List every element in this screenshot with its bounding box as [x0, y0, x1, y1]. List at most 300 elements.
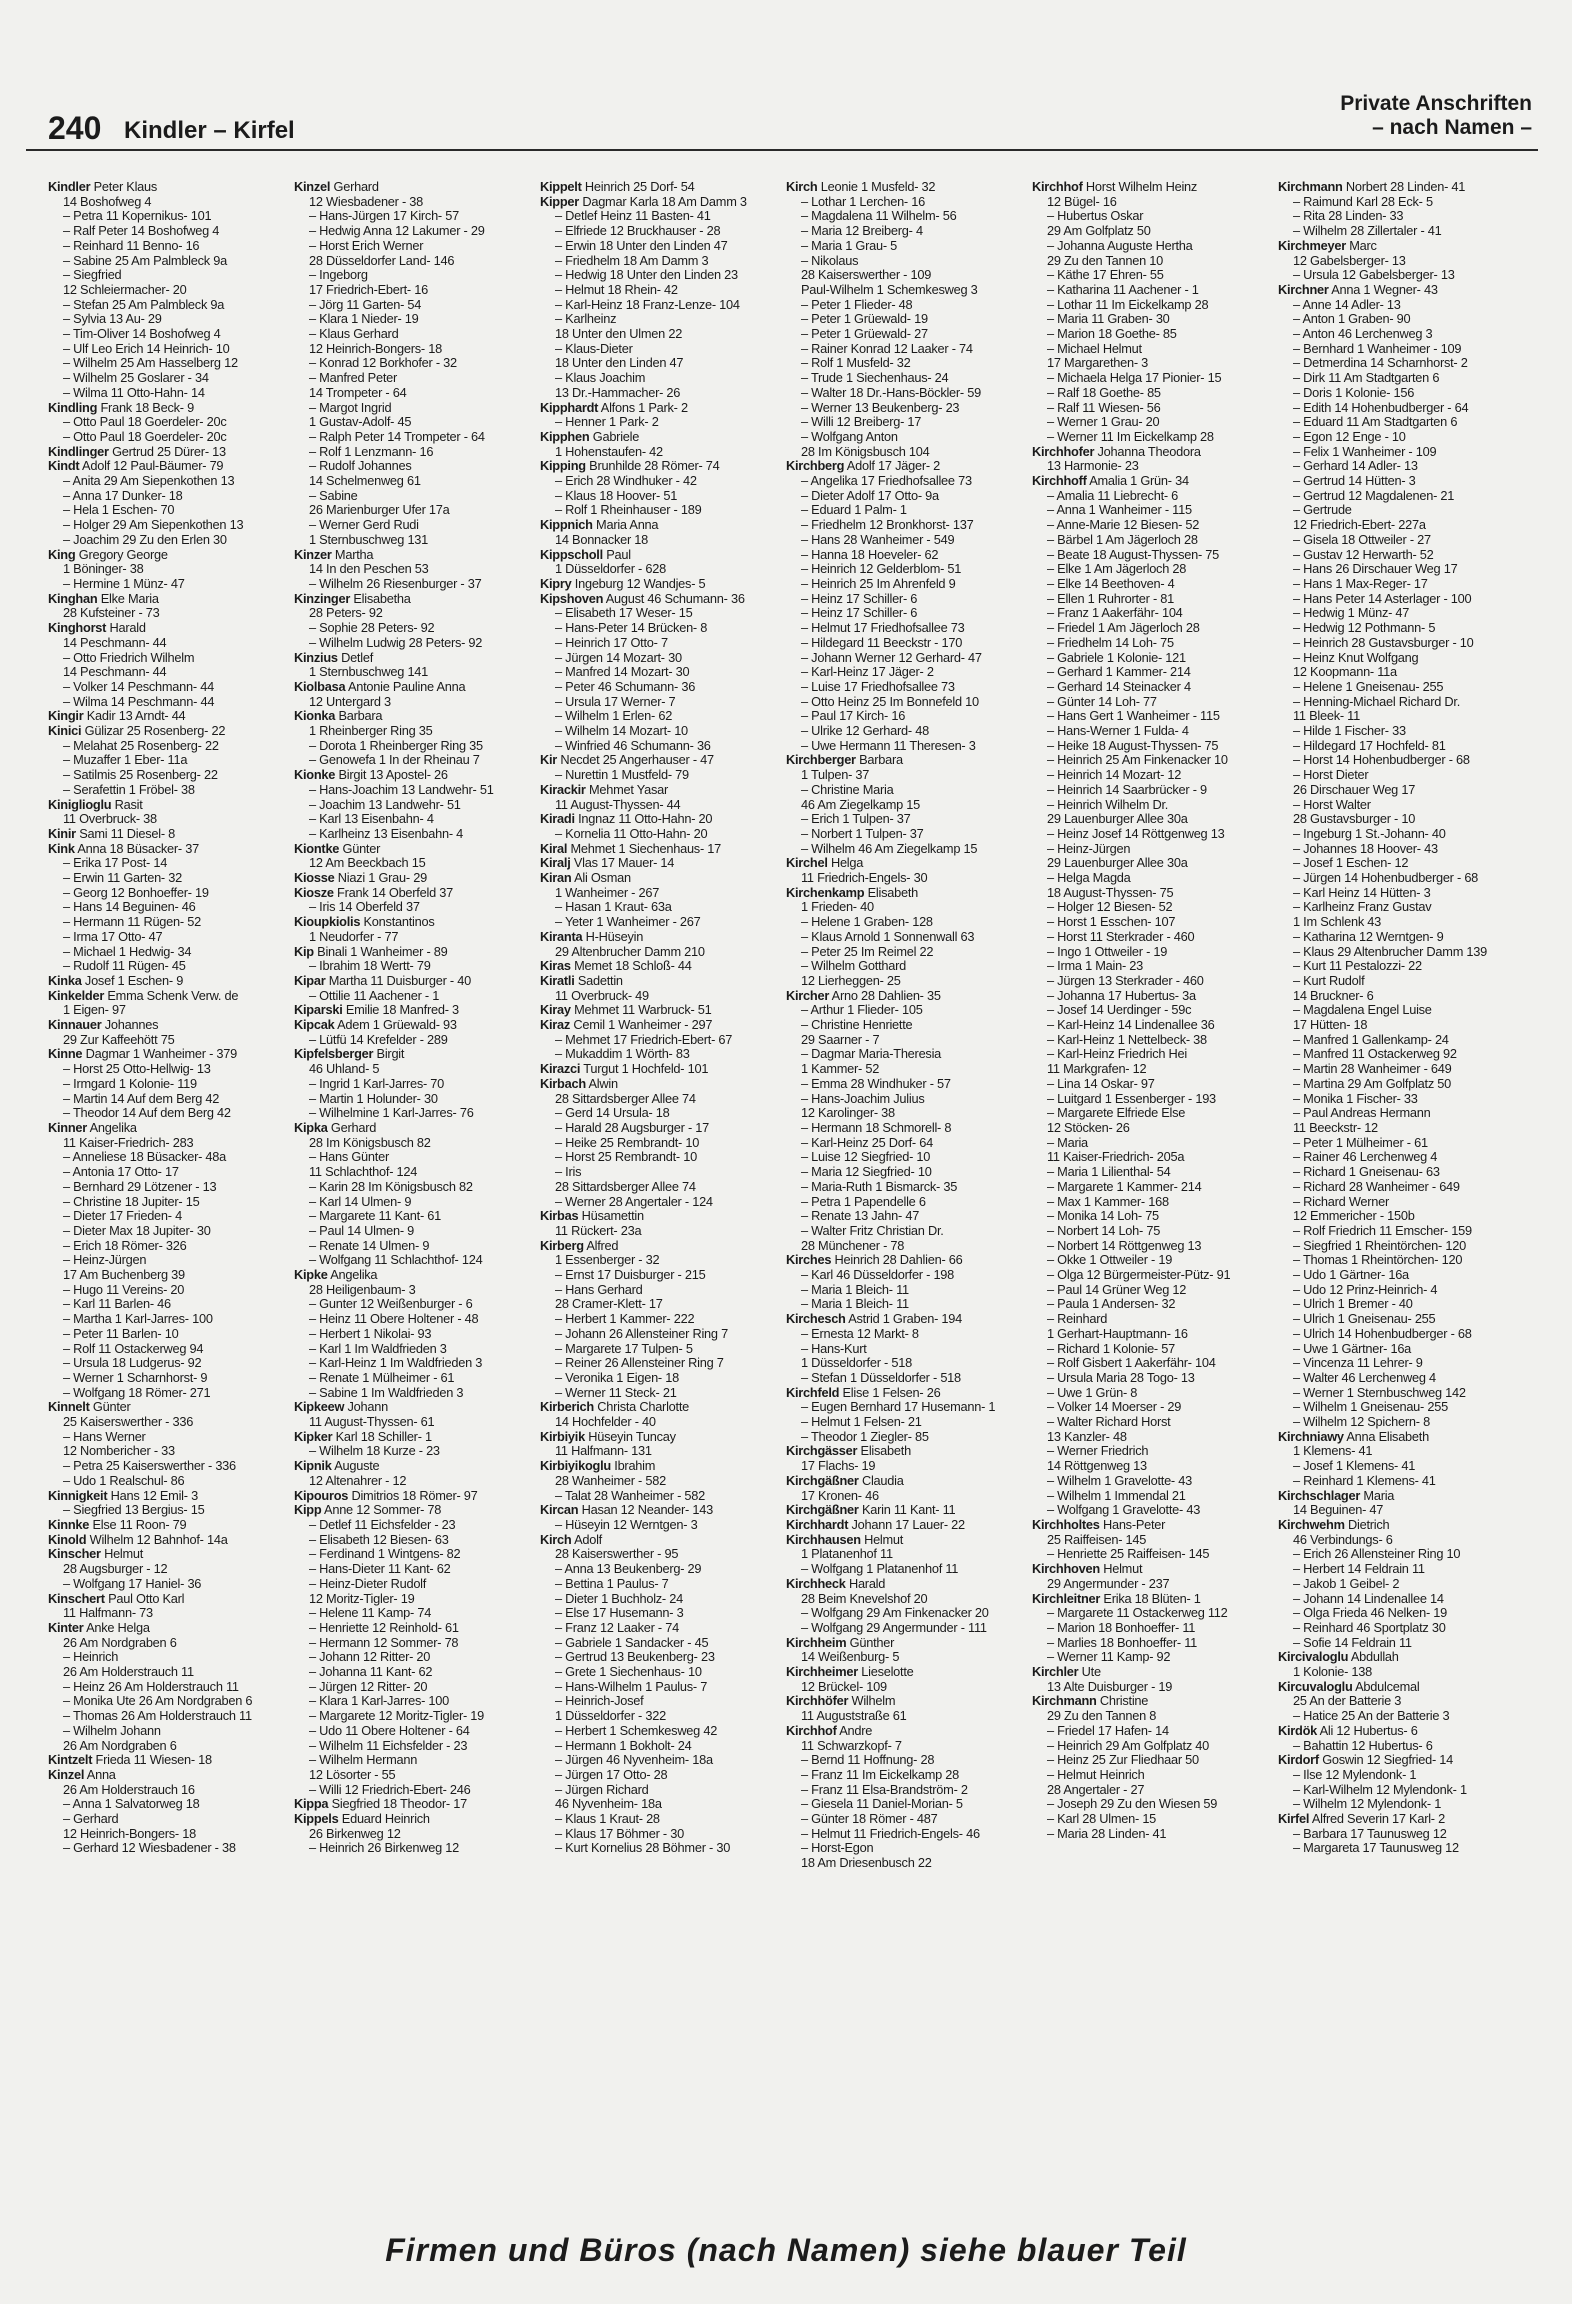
directory-subentry: – Dieter Adolf 17 Otto- 9a — [801, 488, 939, 503]
entry-details: Alfons 1 Park- 2 — [598, 400, 688, 415]
directory-entry — [48, 798, 290, 813]
directory-subentry: – Gertrude — [1293, 503, 1352, 518]
entry-details: Dietrich — [1344, 1517, 1390, 1532]
directory-subentry: – Detmerdina 14 Scharnhorst- 2 — [1293, 356, 1468, 371]
entry-details: Elisabeth — [864, 885, 919, 900]
surname: Kipphen — [540, 429, 590, 444]
surname: Kinnauer — [48, 1018, 102, 1033]
directory-subentry: – Bernd 11 Hoffnung- 28 — [801, 1753, 935, 1768]
entry-details: Gerhard — [327, 1121, 377, 1135]
surname: Kinnke — [48, 1517, 90, 1532]
directory-subentry: – Peter 25 Im Reimel 22 — [801, 944, 934, 959]
directory-subentry: – Ernesta 12 Markt- 8 — [801, 1326, 919, 1341]
directory-subentry: – Richard 28 Wanheimer - 649 — [1293, 1179, 1460, 1194]
address-continuation: 1 Gerhart-Hauptmann- 16 — [1047, 1326, 1188, 1341]
directory-entry — [540, 959, 782, 974]
directory-subentry: – Felix 1 Wanheimer - 109 — [1293, 444, 1437, 459]
directory-subentry: – Rita 28 Linden- 33 — [1293, 209, 1404, 224]
entry-details: Paul — [602, 547, 631, 562]
entry-details: Birgit 13 Apostel- 26 — [335, 768, 448, 783]
directory-entry — [786, 1503, 1028, 1518]
entry-details: Josef 1 Eschen- 9 — [81, 973, 184, 988]
directory-subentry: – Otto Heinz 25 Im Bonnefeld 10 — [801, 694, 979, 709]
directory-subentry: – Wilhelm 12 Mylendonk- 1 — [1293, 1797, 1442, 1812]
address-continuation: 29 Zur Kaffeehött 75 — [63, 1032, 175, 1047]
directory-subentry: – Egon 12 Enge - 10 — [1293, 429, 1406, 444]
directory-subentry: – Konrad 12 Borkhofer - 32 — [309, 356, 457, 371]
directory-subentry: – Wilhelm 28 Zillertaler - 41 — [1293, 224, 1442, 239]
directory-subentry: – Monika 1 Fischer- 33 — [1293, 1091, 1418, 1106]
directory-entry — [48, 974, 290, 989]
directory-subentry: – Wolfgang Anton — [801, 429, 898, 444]
entry-details: Abdulcemal — [1352, 1679, 1420, 1694]
directory-subentry: – Nurettin 1 Mustfeld- 79 — [555, 768, 689, 783]
directory-subentry: – Helene 1 Graben- 128 — [801, 915, 933, 930]
directory-subentry: – Luitgard 1 Essenberger - 193 — [1047, 1091, 1216, 1106]
address-continuation: 12 Karolinger- 38 — [801, 1106, 895, 1121]
directory-subentry: – Martina 29 Am Golfplatz 50 — [1293, 1076, 1452, 1091]
directory-entry — [1032, 474, 1274, 489]
directory-entry — [540, 1003, 782, 1018]
directory-entry — [48, 1753, 290, 1768]
entry-details: Anke Helga — [83, 1620, 150, 1635]
directory-entry — [786, 1518, 1028, 1533]
directory-subentry: – Volker 14 Moerser - 29 — [1047, 1400, 1182, 1415]
directory-subentry: – Franz 12 Laaker - 74 — [555, 1620, 679, 1635]
address-continuation: 46 Nyvenheim- 18a — [555, 1797, 662, 1812]
directory-subentry: – Erich 18 Römer- 326 — [63, 1238, 187, 1253]
directory-subentry: – Friedhelm 12 Bronkhorst- 137 — [801, 518, 974, 533]
directory-entry — [48, 1018, 290, 1033]
directory-subentry: – Hubertus Oskar — [1047, 209, 1144, 224]
surname: Kinzel — [48, 1767, 85, 1782]
directory-subentry: – Detlef 11 Eichsfelder - 23 — [309, 1517, 456, 1532]
address-continuation: 11 Friedrich-Engels- 30 — [801, 871, 928, 886]
entry-details: August 46 Schumann- 36 — [603, 591, 745, 606]
surname: Kirdök — [1278, 1723, 1318, 1738]
directory-entry — [294, 945, 536, 960]
directory-subentry: – Jürgen 46 Nyvenheim- 18a — [555, 1753, 713, 1768]
surname: Kipshoven — [540, 591, 604, 606]
surname: Kirchel — [786, 856, 828, 871]
surname: Kirbiyikoglu — [540, 1459, 611, 1474]
entry-details: Goswin 12 Siegfried- 14 — [1318, 1753, 1454, 1768]
surname: Kirchhofer — [1032, 444, 1095, 459]
surname: Kiras — [540, 959, 571, 974]
entry-details: Frank 18 Beck- 9 — [97, 400, 194, 415]
directory-subentry: – Werner Gerd Rudi — [309, 518, 419, 533]
directory-subentry: – Wilhelmine 1 Karl-Jarres- 76 — [309, 1106, 474, 1121]
address-continuation: 29 Zu den Tannen 10 — [1047, 253, 1163, 268]
entry-details: Emilie 18 Manfred- 3 — [342, 1003, 459, 1018]
directory-subentry: – Werner Friedrich — [1047, 1444, 1149, 1459]
address-continuation: 1 Düsseldorfer - 322 — [555, 1709, 666, 1724]
surname: Kirchberger — [786, 753, 856, 768]
directory-column-3 — [540, 180, 782, 2210]
directory-subentry: – Anna 1 Salvatorweg 18 — [63, 1797, 200, 1812]
directory-subentry: – Ingo 1 Ottweiler - 19 — [1047, 944, 1168, 959]
directory-subentry: – Gabriele 1 Sandacker - 45 — [555, 1635, 709, 1650]
directory-subentry: – Paul 14 Ulmen- 9 — [309, 1223, 415, 1238]
directory-subentry: – Wilhelm 25 Am Hasselberg 12 — [63, 356, 238, 371]
directory-subentry: – Maria 12 Siegfried- 10 — [801, 1165, 932, 1180]
directory-entry — [48, 1047, 290, 1062]
directory-entry — [294, 842, 536, 857]
directory-subentry: – Hans-Joachim 13 Landwehr- 51 — [309, 782, 494, 797]
directory-subentry: – Erwin 18 Unter den Linden 47 — [555, 238, 728, 253]
entry-details: Antonie Pauline Anna — [345, 679, 466, 694]
directory-subentry: – Bernhard 29 Lötzener - 13 — [63, 1179, 217, 1194]
directory-entry — [786, 1694, 1028, 1709]
directory-subentry: – Richard Werner — [1293, 1194, 1390, 1209]
directory-entry — [1032, 1518, 1274, 1533]
address-continuation: 1 Essenberger - 32 — [555, 1253, 660, 1268]
entry-details: Andre — [836, 1723, 873, 1738]
entry-details: Elisabetha — [350, 591, 411, 606]
entry-details: Martha — [331, 547, 374, 562]
surname: Kippa — [294, 1797, 329, 1812]
directory-subentry: – Ulf Leo Erich 14 Heinrich- 10 — [63, 341, 230, 356]
directory-entry — [786, 856, 1028, 871]
directory-subentry: – Serafettin 1 Fröbel- 38 — [63, 782, 195, 797]
entry-details: Angelika — [87, 1121, 137, 1135]
directory-subentry: – Eduard 11 Am Stadtgarten 6 — [1293, 415, 1458, 430]
directory-entry — [294, 651, 536, 666]
directory-subentry: – Karin 28 Im Königsbusch 82 — [309, 1179, 473, 1194]
surname: Kinzius — [294, 650, 338, 665]
directory-subentry: – Siegfried 13 Bergius- 15 — [63, 1503, 205, 1518]
directory-subentry: – Heike 18 August-Thyssen- 75 — [1047, 738, 1219, 753]
directory-entry — [48, 1518, 290, 1533]
surname: Kipfelsberger — [294, 1047, 374, 1062]
surname: Kingir — [48, 709, 84, 724]
directory-subentry: – Doris 1 Kolonie- 156 — [1293, 385, 1415, 400]
directory-subentry: – Ottilie 11 Aachener - 1 — [309, 988, 440, 1003]
directory-subentry: – Raimund Karl 28 Eck- 5 — [1293, 194, 1433, 209]
directory-subentry: – Hans 1 Max-Reger- 17 — [1293, 576, 1428, 591]
directory-subentry: – Joseph 29 Zu den Wiesen 59 — [1047, 1797, 1218, 1812]
entry-details: Günter — [339, 841, 381, 856]
directory-entry — [540, 518, 782, 533]
surname: Kiranta — [540, 929, 583, 944]
address-continuation: 1 Böninger- 38 — [63, 562, 144, 577]
directory-subentry: – Satilmis 25 Rosenberg- 22 — [63, 768, 218, 783]
entry-details: Binali 1 Wanheimer - 89 — [313, 944, 448, 959]
address-continuation: 12 Gabelsberger- 13 — [1293, 253, 1406, 268]
address-continuation: 25 An der Batterie 3 — [1293, 1694, 1402, 1709]
address-continuation: 11 Schlachthof- 124 — [309, 1165, 418, 1180]
directory-subentry: – Olga Frieda 46 Nelken- 19 — [1293, 1606, 1448, 1621]
directory-subentry: – Herbert 1 Nikolai- 93 — [309, 1326, 432, 1341]
directory-subentry: – Friedel 17 Hafen- 14 — [1047, 1723, 1169, 1738]
directory-subentry: – Heinz 17 Schiller- 6 — [801, 591, 918, 606]
directory-entry — [48, 401, 290, 416]
surname: Kip — [294, 944, 314, 959]
surname: Kircivaloglu — [1278, 1650, 1349, 1665]
directory-subentry: – Max 1 Kammer- 168 — [1047, 1194, 1169, 1209]
directory-subentry: – Johann Werner 12 Gerhard- 47 — [801, 650, 982, 665]
directory-entry — [294, 1430, 536, 1445]
footer-note: Firmen und Büros (nach Namen) siehe blauer Teil — [385, 2232, 1187, 2268]
directory-subentry: – Horst 25 Rembrandt- 10 — [555, 1150, 697, 1165]
directory-entry — [294, 1489, 536, 1504]
surname: Kipp — [294, 1503, 322, 1518]
surname: Kinold — [48, 1532, 87, 1547]
directory-entry — [540, 1430, 782, 1445]
directory-entry — [48, 459, 290, 474]
directory-subentry: – Maria-Ruth 1 Bismarck- 35 — [801, 1179, 958, 1194]
directory-subentry: – Dieter 17 Frieden- 4 — [63, 1209, 182, 1224]
directory-subentry: – Dagmar Maria-Theresia — [801, 1047, 942, 1062]
directory-entry — [294, 1459, 536, 1474]
address-continuation: 11 August-Thyssen- 61 — [309, 1415, 435, 1430]
directory-subentry: – Ingrid 1 Karl-Jarres- 70 — [309, 1076, 445, 1091]
directory-subentry: – Maria 1 Grau- 5 — [801, 238, 898, 253]
surname: Kipphardt — [540, 400, 599, 415]
address-continuation: 17 Hütten- 18 — [1293, 1018, 1368, 1033]
directory-subentry: – Helmut 11 Friedrich-Engels- 46 — [801, 1826, 980, 1841]
directory-subentry: – Beate 18 August-Thyssen- 75 — [1047, 547, 1220, 562]
directory-entry — [48, 827, 290, 842]
surname: Kirdorf — [1278, 1753, 1319, 1768]
directory-subentry: – Margarete Elfriede Else — [1047, 1106, 1186, 1121]
directory-subentry: – Ulrike 12 Gerhard- 48 — [801, 724, 929, 739]
entry-details: Harald — [106, 621, 146, 636]
directory-subentry: – Karl-Heinz 18 Franz-Lenze- 104 — [555, 297, 740, 312]
directory-subentry: – Karlheinz Franz Gustav — [1293, 900, 1432, 915]
directory-subentry: – Otto Paul 18 Goerdeler- 20c — [63, 415, 227, 430]
directory-subentry: – Joachim 29 Zu den Erlen 30 — [63, 532, 227, 547]
directory-subentry: – Petra 1 Papendelle 6 — [801, 1194, 926, 1209]
entry-details: Hans-Peter — [1099, 1517, 1166, 1532]
address-continuation: 18 Am Driesenbusch 22 — [801, 1856, 932, 1871]
directory-entry — [540, 812, 782, 827]
directory-subentry: – Herbert 1 Schemkesweg 42 — [555, 1723, 718, 1738]
surname: Kirchschlager — [1278, 1488, 1361, 1503]
directory-entry — [48, 592, 290, 607]
surname: Kipkeew — [294, 1400, 345, 1415]
directory-subentry: – Johann 14 Lindenallee 14 — [1293, 1591, 1444, 1606]
directory-subentry: – Margot Ingrid — [309, 400, 392, 415]
address-continuation: 29 Lauenburger Allee 30a — [1047, 856, 1188, 871]
entry-details: Anna — [84, 1767, 116, 1782]
entry-details: Ute — [1078, 1665, 1101, 1680]
directory-subentry: – Gunter 12 Weißenburger - 6 — [309, 1297, 473, 1312]
directory-subentry: – Heinz Knut Wolfgang — [1293, 650, 1419, 665]
directory-subentry: – Peter 46 Schumann- 36 — [555, 679, 696, 694]
directory-subentry: – Walter 46 Lerchenweg 4 — [1293, 1370, 1436, 1385]
directory-subentry: – Günter 14 Loh- 77 — [1047, 694, 1157, 709]
surname: Kinzer — [294, 547, 332, 562]
address-continuation: 14 Beguinen- 47 — [1293, 1503, 1384, 1518]
directory-subentry: – Wolfgang 17 Haniel- 36 — [63, 1576, 202, 1591]
directory-subentry: – Grete 1 Siechenhaus- 10 — [555, 1665, 702, 1680]
directory-entry — [540, 1400, 782, 1415]
surname: Kipcak — [294, 1018, 335, 1033]
directory-entry — [540, 1459, 782, 1474]
directory-subentry: – Käthe 17 Ehren- 55 — [1047, 268, 1164, 283]
address-continuation: 11 Kaiser-Friedrich- 205a — [1047, 1150, 1185, 1165]
directory-entry — [294, 1812, 536, 1827]
directory-subentry: – Werner 11 Im Eickelkamp 28 — [1047, 429, 1214, 444]
entry-details: Günter — [89, 1400, 131, 1415]
directory-subentry: – Heinrich 14 Saarbrücker - 9 — [1047, 782, 1207, 797]
directory-subentry: – Horst 1 Esschen- 107 — [1047, 915, 1176, 930]
entry-details: Johann — [344, 1400, 388, 1415]
entry-details: Christa Charlotte — [593, 1400, 690, 1415]
directory-subentry: – Werner 13 Beukenberg- 23 — [801, 400, 960, 415]
directory-entry — [786, 1444, 1028, 1459]
directory-entry — [294, 548, 536, 563]
address-continuation: 25 Kaiserswerther - 336 — [63, 1415, 194, 1430]
address-continuation: 26 Am Holderstrauch 11 — [63, 1665, 194, 1680]
entry-details: Christine — [1096, 1694, 1149, 1709]
directory-subentry: – Uwe 1 Grün- 8 — [1047, 1385, 1138, 1400]
entry-details: Barbara — [335, 709, 383, 724]
directory-subentry: – Gabriele 1 Kolonie- 121 — [1047, 650, 1186, 665]
directory-subentry: – Michael Helmut — [1047, 341, 1142, 356]
directory-subentry: – Udo 11 Obere Holtener - 64 — [309, 1723, 470, 1738]
directory-entry — [540, 783, 782, 798]
directory-subentry: – Petra 25 Kaiserswerther - 336 — [63, 1459, 236, 1474]
directory-subentry: – Monika Ute 26 Am Nordgraben 6 — [63, 1694, 253, 1709]
directory-subentry: – Muzaffer 1 Eber- 11a — [63, 753, 188, 768]
directory-subentry: – Udo 12 Prinz-Heinrich- 4 — [1293, 1282, 1438, 1297]
directory-subentry: – Uwe 1 Gärtner- 16a — [1293, 1341, 1412, 1356]
directory-entry — [540, 1077, 782, 1092]
directory-subentry: – Lina 14 Oskar- 97 — [1047, 1076, 1155, 1091]
directory-subentry: – Jürgen Richard — [555, 1782, 649, 1797]
entry-details: Alfred Severin 17 Karl- 2 — [1309, 1812, 1445, 1827]
directory-subentry: – Ibrahim 18 Wertt- 79 — [309, 959, 431, 974]
entry-details: Helmut — [860, 1532, 904, 1547]
directory-subentry: – Wilhelm 1 Immendal 21 — [1047, 1488, 1186, 1503]
directory-entry — [540, 1503, 782, 1518]
directory-entry — [540, 180, 782, 195]
directory-subentry: – Heinrich 26 Birkenweg 12 — [309, 1841, 459, 1856]
directory-entry — [786, 1474, 1028, 1489]
directory-subentry: – Rudolf 11 Rügen- 45 — [63, 959, 186, 974]
directory-entry — [786, 1724, 1028, 1739]
directory-subentry: – Hasan 1 Kraut- 63a — [555, 900, 672, 915]
directory-subentry: – Horst Erich Werner — [309, 238, 424, 253]
directory-subentry: – Karl-Heinz 1 Nettelbeck- 38 — [1047, 1032, 1207, 1047]
directory-subentry: – Ralph Peter 14 Trompeter - 64 — [309, 429, 485, 444]
address-continuation: 28 Wanheimer - 582 — [555, 1473, 666, 1488]
surname: Kiraz — [540, 1018, 571, 1033]
directory-subentry: – Amalia 11 Liebrecht- 6 — [1047, 488, 1179, 503]
directory-subentry: – Wolfgang 1 Gravelotte- 43 — [1047, 1503, 1201, 1518]
directory-subentry: – Georg 12 Bonhoeffer- 19 — [63, 885, 209, 900]
directory-subentry: – Dieter 1 Buchholz- 24 — [555, 1591, 683, 1606]
directory-subentry: – Hans-Werner 1 Fulda- 4 — [1047, 724, 1189, 739]
directory-subentry: – Martin 28 Wanheimer - 649 — [1293, 1062, 1452, 1077]
directory-subentry: – Peter 1 Grüewald- 27 — [801, 327, 928, 342]
directory-subentry: – Heinrich 25 Am Finkenacker 10 — [1047, 753, 1228, 768]
directory-subentry: – Anna 13 Beukenberg- 29 — [555, 1562, 702, 1577]
directory-entry — [1278, 1724, 1520, 1739]
directory-subentry: – Christine 18 Jupiter- 15 — [63, 1194, 200, 1209]
directory-subentry: – Barbara 17 Taunusweg 12 — [1293, 1826, 1447, 1841]
directory-subentry: – Karl 14 Ulmen- 9 — [309, 1194, 412, 1209]
surname: Kirchgäßner — [786, 1503, 859, 1518]
directory-subentry: – Klara 1 Nieder- 19 — [309, 312, 419, 327]
address-continuation: 1 Tulpen- 37 — [801, 768, 870, 783]
entry-details: Angelika — [327, 1268, 378, 1283]
directory-subentry: – Hans-Joachim Julius — [801, 1091, 925, 1106]
entry-details: Adolf 12 Paul-Bäumer- 79 — [79, 459, 224, 474]
directory-subentry: – Hans 14 Beguinen- 46 — [63, 900, 196, 915]
address-continuation: 29 Altenbrucher Damm 210 — [555, 944, 705, 959]
surname: Kinner — [48, 1121, 88, 1135]
entry-details: Kadir 13 Arndt- 44 — [83, 709, 186, 724]
directory-subentry: – Heinz Josef 14 Röttgenweg 13 — [1047, 826, 1225, 841]
directory-subentry: – Hans Gerhard — [555, 1282, 643, 1297]
address-continuation: 28 Sittardsberger Allee 74 — [555, 1179, 696, 1194]
directory-subentry: – Ulrich 14 Hohenbudberger - 68 — [1293, 1326, 1472, 1341]
address-continuation: 28 Heiligenbaum- 3 — [309, 1282, 416, 1297]
directory-entry — [294, 915, 536, 930]
directory-subentry: – Jakob 1 Geibel- 2 — [1293, 1576, 1400, 1591]
entry-details: Wilhelm 12 Bahnhof- 14a — [86, 1532, 228, 1547]
directory-subentry: – Manfred 14 Mozart- 30 — [555, 665, 690, 680]
directory-subentry: – Katharina 11 Aachener - 1 — [1047, 282, 1199, 297]
directory-subentry: – Theodor 1 Ziegler- 85 — [801, 1429, 929, 1444]
directory-subentry: – Rainer 46 Lerchenweg 4 — [1293, 1150, 1438, 1165]
directory-entry — [786, 886, 1028, 901]
directory-subentry: – Paula 1 Andersen- 32 — [1047, 1297, 1176, 1312]
address-continuation: 1 Rheinberger Ring 35 — [309, 724, 433, 739]
directory-subentry: – Helmut 1 Felsen- 21 — [801, 1415, 922, 1430]
directory-subentry: – Wilhelm 1 Gravelotte- 43 — [1047, 1473, 1192, 1488]
address-continuation: 1 Gustav-Adolf- 45 — [309, 415, 412, 430]
entry-details: Wilhelm — [848, 1694, 896, 1709]
surname: Kiral — [540, 841, 568, 856]
directory-subentry: – Heinz 25 Zur Fliedhaar 50 — [1047, 1753, 1199, 1768]
address-continuation: 12 Nombericher - 33 — [63, 1444, 175, 1459]
directory-subentry: – Sabine 25 Am Palmbleck 9a — [63, 253, 227, 268]
directory-subentry: – Rolf 1 Lenzmann- 16 — [309, 444, 434, 459]
directory-subentry: – Holger 12 Biesen- 52 — [1047, 900, 1173, 915]
directory-subentry: – Anton 46 Lerchenweg 3 — [1293, 327, 1433, 342]
directory-subentry: – Mehmet 17 Friedrich-Ebert- 67 — [555, 1032, 733, 1047]
directory-subentry: – Hans-Wilhelm 1 Paulus- 7 — [555, 1679, 708, 1694]
directory-subentry: – Josef 1 Klemens- 41 — [1293, 1459, 1416, 1474]
directory-entry — [786, 1312, 1028, 1327]
directory-subentry: – Ulrich 1 Bremer - 40 — [1293, 1297, 1413, 1312]
directory-entry — [786, 1636, 1028, 1651]
address-continuation: 1 Düsseldorfer - 518 — [801, 1356, 912, 1371]
directory-subentry: – Karl 13 Eisenbahn- 4 — [309, 812, 434, 827]
page-header — [28, 92, 1538, 147]
directory-subentry: – Luise 17 Friedhofsallee 73 — [801, 679, 955, 694]
directory-subentry: – Wolfgang 1 Platanenhof 11 — [801, 1562, 959, 1577]
surname: Kiniglioglu — [48, 797, 112, 812]
surname: Kiolbasa — [294, 679, 346, 694]
address-continuation: 14 Boshofweg 4 — [63, 194, 152, 209]
surname: Kiralj — [540, 856, 571, 871]
directory-subentry: – Heinrich 17 Otto- 7 — [555, 635, 668, 650]
directory-entry — [48, 1533, 290, 1548]
entry-details: Memet 18 Schloß- 44 — [570, 959, 692, 974]
directory-subentry: – Thomas 1 Rheintörchen- 120 — [1293, 1253, 1463, 1268]
directory-column-1 — [48, 180, 290, 2210]
entry-details: Gülizar 25 Rosenberg- 22 — [81, 724, 226, 739]
entry-details: Paul Otto Karl — [104, 1591, 185, 1606]
surname: Kirberich — [540, 1400, 594, 1415]
directory-entry — [294, 768, 536, 783]
directory-subentry: – Ralf 11 Wiesen- 56 — [1047, 400, 1161, 415]
